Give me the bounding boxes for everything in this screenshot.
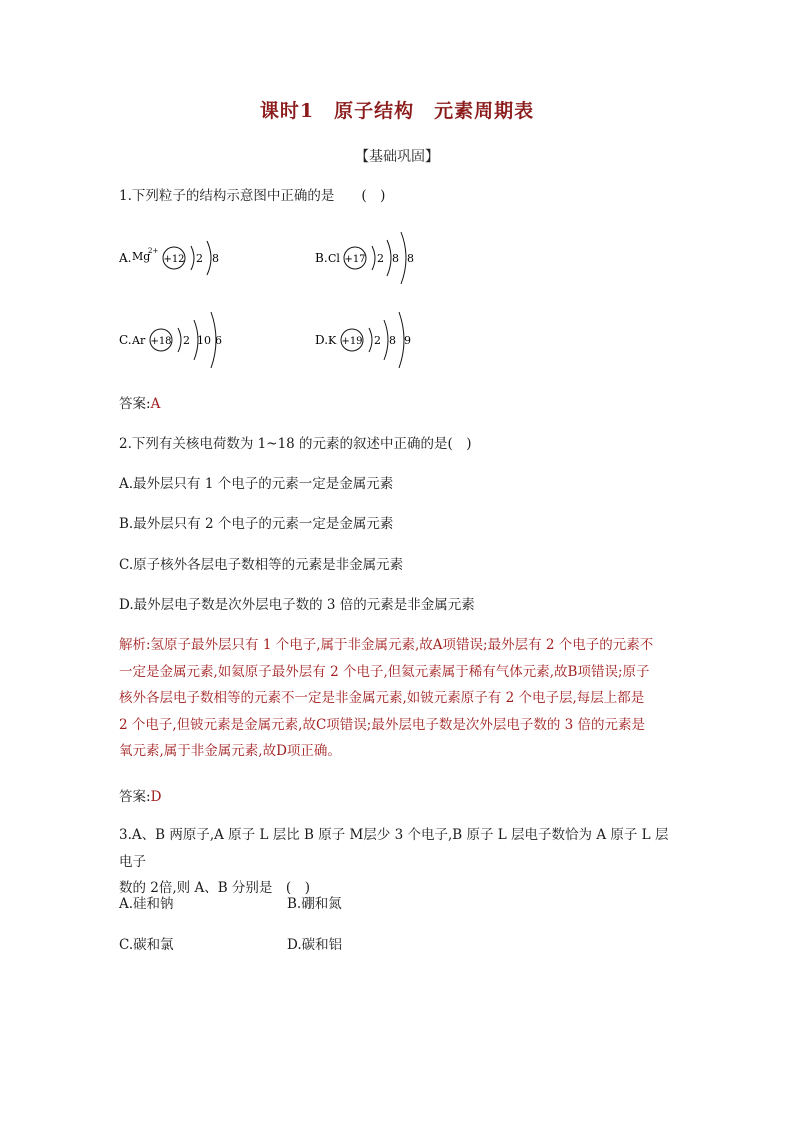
analysis-line: 氧元素,属于非金属元素,故D项正确。	[119, 743, 341, 759]
shell-arc	[387, 240, 391, 276]
atom-diagram-d	[315, 306, 435, 372]
q3-option-d: D.碳和铝	[287, 937, 343, 953]
nucleus-charge: +18	[150, 336, 172, 347]
shell-arc	[401, 232, 406, 284]
answer-value: A	[150, 396, 161, 412]
shell-arc	[384, 320, 388, 360]
answer-value: D	[150, 789, 162, 805]
q1-option-d	[315, 306, 435, 372]
atom-diagram-c	[119, 306, 239, 372]
stem-line: 3.A、B 两原子,A 原子 L 层比 B 原子 M层少 3 个电子,B 原子 L 层电子数恰为 A 原子 L 层电子	[119, 827, 669, 870]
shell-count: 2	[196, 252, 203, 265]
element-symbol: K	[328, 334, 337, 347]
stem-line: 数的 2倍,则 A、B 分别是 ( )	[119, 880, 310, 896]
shell-arc	[369, 328, 372, 352]
nucleus-charge: +12	[163, 254, 185, 265]
element-symbol: Ar	[132, 334, 146, 347]
analysis-line: 核外各层电子数相等的元素不一定是非金属元素,如铍元素原子有 2 个电子层,每层上都是	[119, 690, 645, 706]
q2-option-a: A.最外层只有 1 个电子的元素一定是金属元素	[119, 476, 394, 492]
q2-option-d: D.最外层电子数是次外层电子数的 3 倍的元素是非金属元素	[119, 597, 475, 613]
element-symbol: Cl	[328, 252, 340, 265]
shell-arc	[191, 246, 194, 270]
shell-count: 10	[197, 334, 211, 347]
atom-diagram-b	[315, 226, 435, 288]
q2-answer	[119, 787, 161, 807]
shell-count: 8	[392, 252, 399, 265]
shell-count: 8	[407, 252, 414, 265]
shell-count: 2	[377, 252, 384, 265]
atom-diagram-a	[119, 232, 239, 282]
q3-option-a: A.硅和钠	[119, 896, 174, 912]
shell-arc	[372, 246, 375, 270]
shell-count: 8	[212, 252, 219, 265]
shell-count: 6	[215, 334, 222, 347]
option-letter: B.	[315, 251, 328, 265]
analysis-line: 一定是金属元素,如氦原子最外层有 2 个电子,但氦元素属于稀有气体元素,故B项错误;原子	[119, 663, 650, 680]
q1-option-a	[119, 232, 239, 282]
page-title: 课时1 原子结构 元素周期表	[259, 100, 535, 122]
nucleus-charge: +19	[341, 336, 363, 347]
element-symbol: Mg	[132, 250, 151, 263]
q1-answer	[119, 394, 160, 414]
answer-label: 答案:	[119, 789, 151, 805]
option-letter: C.	[119, 333, 132, 347]
section-heading: 【基础巩固】	[355, 149, 439, 165]
shell-count: 8	[389, 334, 396, 347]
analysis-line: 2 个电子,但铍元素是金属元素,故C项错误;最外层电子数是次外层电子数的 3 倍的元素是	[119, 716, 646, 733]
shell-arc	[207, 241, 211, 275]
option-letter: A.	[119, 251, 132, 265]
q2-analysis	[119, 632, 679, 765]
ion-charge: 2+	[148, 247, 159, 255]
nucleus-charge: +17	[344, 254, 366, 265]
q3-option-c: C.碳和氯	[119, 937, 174, 953]
q2-option-b: B.最外层只有 2 个电子的元素一定是金属元素	[119, 516, 394, 532]
shell-count: 9	[404, 334, 411, 347]
shell-arc	[178, 328, 181, 352]
option-letter: D.	[315, 333, 329, 347]
q1-option-b	[315, 226, 435, 288]
q2-option-c: C.原子核外各层电子数相等的元素是非金属元素	[119, 557, 404, 573]
q3-stem	[119, 822, 679, 902]
shell-count: 2	[374, 334, 381, 347]
shell-count: 2	[183, 334, 190, 347]
q3-option-b: B.硼和氮	[287, 896, 342, 912]
analysis-line: 解析:氢原子最外层只有 1 个电子,属于非金属元素,故A项错误;最外层有 2 个电子的元素不	[119, 637, 654, 653]
q1-stem: 1.下列粒子的结构示意图中正确的是 ( )	[119, 188, 386, 204]
answer-label: 答案:	[119, 396, 151, 412]
q1-option-c	[119, 306, 239, 372]
q2-stem: 2.下列有关核电荷数为 1~18 的元素的叙述中正确的是( )	[119, 436, 472, 452]
